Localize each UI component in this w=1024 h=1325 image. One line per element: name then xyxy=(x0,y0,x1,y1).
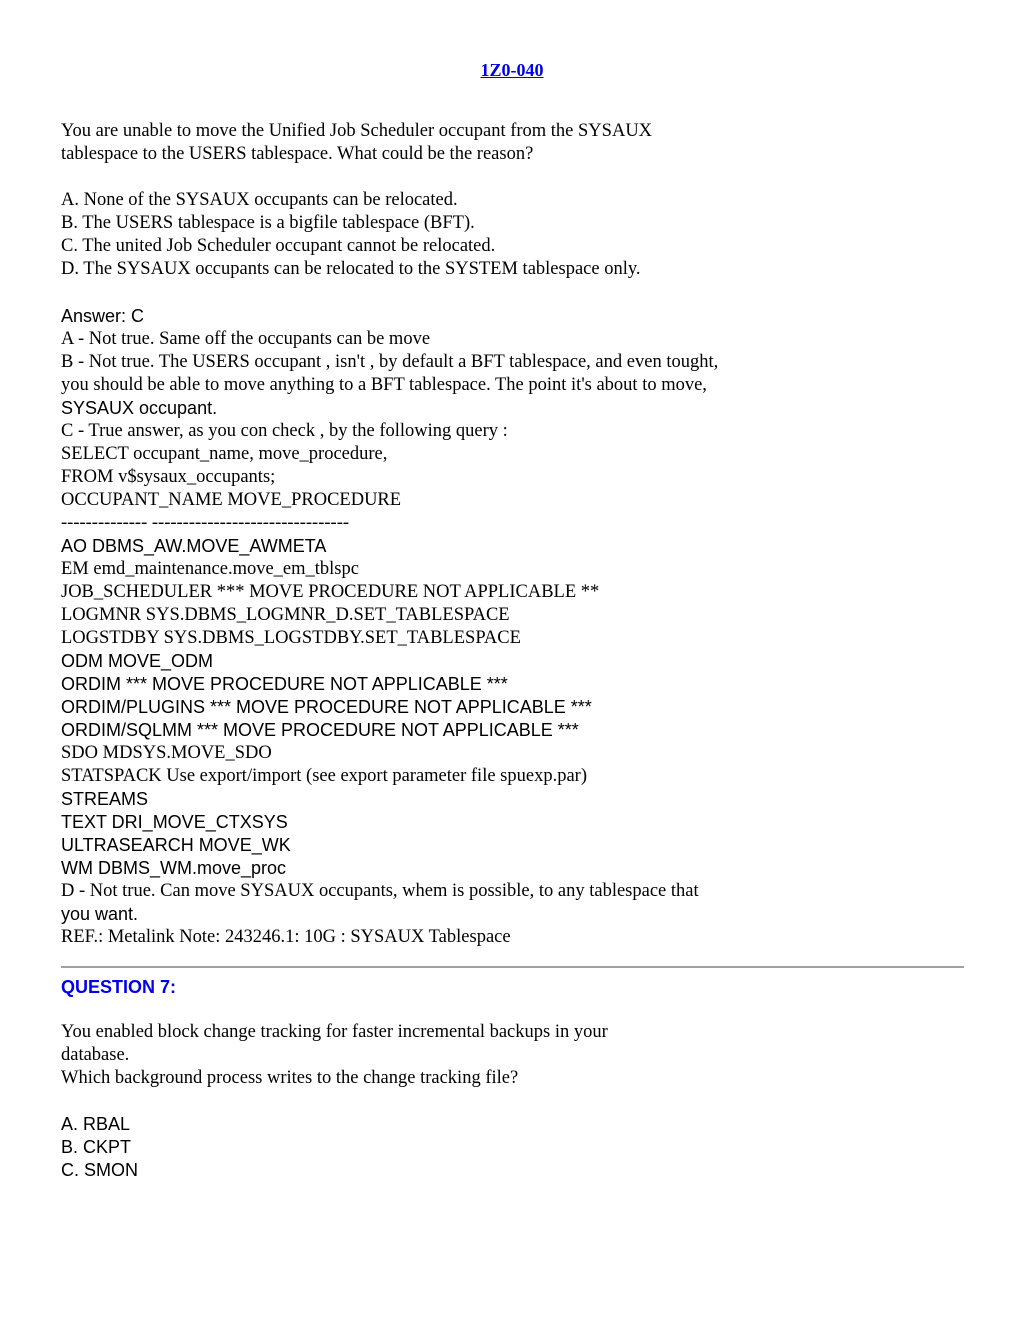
option-b: B. The USERS tablespace is a bigfile tablespace (BFT). xyxy=(61,213,475,233)
explanation-line: LOGSTDBY SYS.DBMS_LOGSTDBY.SET_TABLESPACE xyxy=(61,628,521,648)
explanation-line: B - Not true. The USERS occupant , isn't , by default a BFT tablespace, and even tought, xyxy=(61,352,719,372)
stem-line: tablespace to the USERS tablespace. What could be the reason? xyxy=(61,144,534,164)
stem-line: Which background process writes to the change tracking file? xyxy=(61,1068,519,1088)
explanation-line: ODM MOVE_ODM xyxy=(61,651,214,671)
answer-options xyxy=(61,1113,961,1182)
option-a: A. RBAL xyxy=(61,1114,131,1134)
explanation-line: TEXT DRI_MOVE_CTXSYS xyxy=(61,812,288,832)
answer-line: Answer: C xyxy=(61,306,145,326)
question-title: QUESTION 7: xyxy=(61,977,177,997)
explanation-line: WM DBMS_WM.move_proc xyxy=(61,858,287,878)
explanation-line: C - True answer, as you con check , by the following query : xyxy=(61,421,508,441)
explanation-line: JOB_SCHEDULER *** MOVE PROCEDURE NOT APPLICABLE ** xyxy=(61,582,600,602)
explanation-line: SELECT occupant_name, move_procedure, xyxy=(61,444,388,464)
answer-explanation xyxy=(61,305,961,949)
question-stem xyxy=(61,1021,961,1090)
explanation-line: ORDIM/SQLMM *** MOVE PROCEDURE NOT APPLICABLE *** xyxy=(61,720,579,740)
exam-code-link[interactable]: 1Z0-040 xyxy=(480,60,544,80)
explanation-line: you want. xyxy=(61,904,139,924)
explanation-line: SYSAUX occupant. xyxy=(61,398,218,418)
stem-line: You enabled block change tracking for faster incremental backups in your xyxy=(61,1022,608,1042)
explanation-line: EM emd_maintenance.move_em_tblspc xyxy=(61,559,359,579)
explanation-line: OCCUPANT_NAME MOVE_PROCEDURE xyxy=(61,490,402,510)
explanation-line: LOGMNR SYS.DBMS_LOGMNR_D.SET_TABLESPACE xyxy=(61,605,510,625)
section-divider xyxy=(61,966,964,968)
explanation-line: STREAMS xyxy=(61,789,149,809)
answer-options xyxy=(61,189,961,281)
explanation-line: SDO MDSYS.MOVE_SDO xyxy=(61,743,272,763)
option-a: A. None of the SYSAUX occupants can be relocated. xyxy=(61,190,458,210)
explanation-line: AO DBMS_AW.MOVE_AWMETA xyxy=(61,536,327,556)
option-c: C. The united Job Scheduler occupant cannot be relocated. xyxy=(61,236,496,256)
explanation-line: D - Not true. Can move SYSAUX occupants, whem is possible, to any tablespace that xyxy=(61,881,699,901)
explanation-line: STATSPACK Use export/import (see export parameter file spuexp.par) xyxy=(61,766,587,786)
stem-line: database. xyxy=(61,1045,130,1065)
explanation-line: -------------- -------------------------------- xyxy=(61,513,350,533)
option-d: D. The SYSAUX occupants can be relocated to the SYSTEM tablespace only. xyxy=(61,259,641,279)
explanation-line: ORDIM/PLUGINS *** MOVE PROCEDURE NOT APPLICABLE *** xyxy=(61,697,592,717)
explanation-line: you should be able to move anything to a BFT tablespace. The point it's about to move, xyxy=(61,375,707,395)
option-c: C. SMON xyxy=(61,1160,139,1180)
question-stem xyxy=(61,120,961,166)
explanation-line: ULTRASEARCH MOVE_WK xyxy=(61,835,291,855)
stem-line: You are unable to move the Unified Job Scheduler occupant from the SYSAUX xyxy=(61,121,653,141)
option-b: B. CKPT xyxy=(61,1137,132,1157)
explanation-line: FROM v$sysaux_occupants; xyxy=(61,467,276,487)
explanation-line: A - Not true. Same off the occupants can be move xyxy=(61,329,431,349)
reference-line: REF.: Metalink Note: 243246.1: 10G : SYSAUX Tablespace xyxy=(61,927,511,947)
explanation-line: ORDIM *** MOVE PROCEDURE NOT APPLICABLE *** xyxy=(61,674,508,694)
